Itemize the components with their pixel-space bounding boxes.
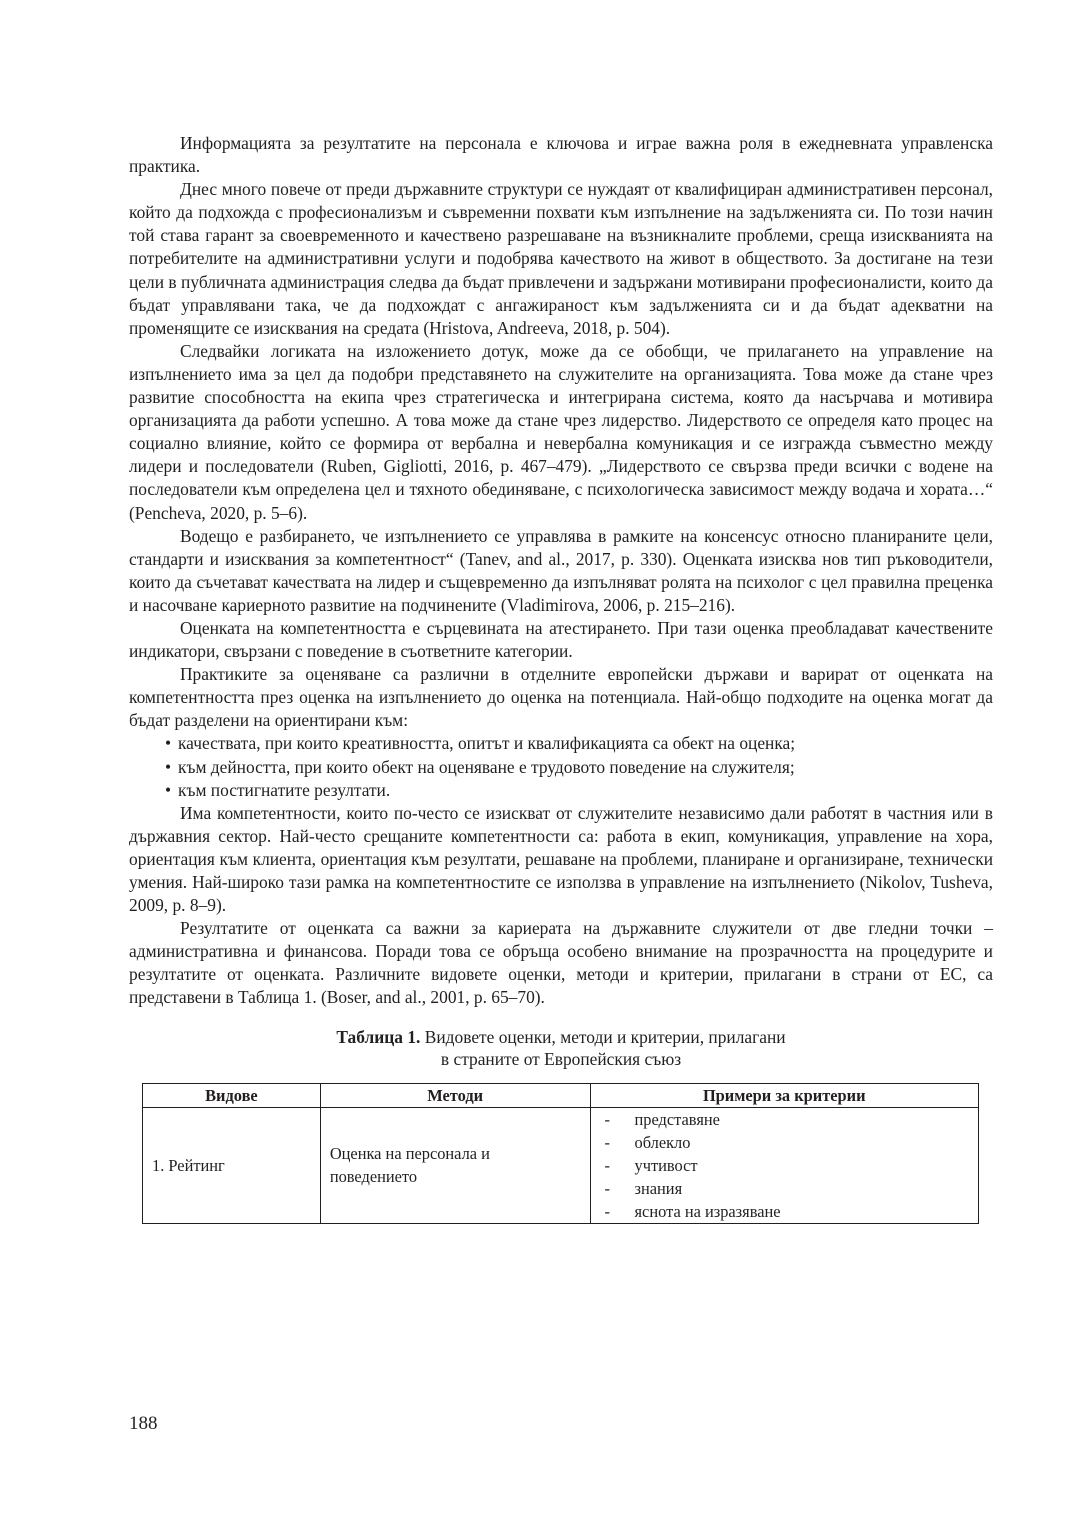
dash-icon: -	[604, 1155, 610, 1175]
paragraph-8: Резултатите от оценката са важни за кариерата на държавните служители от две гледни точки – административна и финансова. Поради това се обръща особено внимание на прозрачността на процедурите и резултатите от оценката. Различните видовете оценки, методи и критерии, прилагани в страни от ЕС, са представени в Таблица 1. (Boser, and al., 2001, p. 65–70).	[129, 918, 993, 1008]
bullet-icon: •	[165, 733, 172, 754]
cell-type: 1. Рейтинг	[143, 1107, 321, 1223]
document-page	[129, 132, 993, 1224]
criteria-item-text: знания	[634, 1178, 683, 1198]
bullet-icon: •	[165, 756, 172, 777]
dash-icon: -	[604, 1201, 610, 1221]
criteria-item	[605, 1154, 978, 1177]
list-item	[129, 779, 993, 802]
paragraph-5: Оценката на компетентността е сърцевината на атестирането. При тази оценка преобладават качествените индикатори, свързани с поведение в съответните категории.	[129, 617, 993, 662]
criteria-item	[605, 1177, 978, 1200]
list-item-text: към постигнатите резултати.	[178, 779, 391, 800]
criteria-item-text: облекло	[634, 1132, 691, 1152]
criteria-item	[605, 1200, 978, 1223]
list-item-text: към дейността, при които обект на оценяване е трудовото поведение на служителя;	[178, 756, 795, 777]
table-row	[143, 1107, 979, 1223]
paragraph-2: Днес много повече от преди държавните структури се нуждаят от квалифициран административен персонал, който да подхожда с професионализъм и съвременни похвати към изпълнение на задълженията си. По този начин той става гарант за своевременното и качествено разрешаване на възникналите проблеми, среща изискванията на потребителите на административни услуги и подобрява качеството на живот в обществото. За достигане на тези цели в публичната администрация следва да бъдат привлечени и задържани мотивирани професионалисти, които да бъдат управлявани така, че да подхождат с ангажираност към задълженията си и да бъдат адекватни на променящите се изисквания на средата (Hristova, Andreeva, 2018, p. 504).	[129, 179, 993, 338]
criteria-item	[605, 1108, 978, 1131]
criteria-item-text: яснота на изразяване	[634, 1201, 781, 1221]
dash-icon: -	[604, 1109, 610, 1129]
table-caption	[129, 1026, 993, 1070]
paragraph-4: Водещо е разбирането, че изпълнението се управлява в рамките на консенсус относно планираните цели, стандарти и изисквания за компетентност“ (Tanev, and al., 2017, p. 330). Оценката изисква нов тип ръководители, които да съчетават качествата на лидер и същевременно да изпълняват ролята на психолог с цел правилна преценка и насочване кариерното развитие на подчинените (Vladimirova, 2006, p. 215–216).	[129, 525, 993, 615]
criteria-table	[142, 1083, 979, 1224]
dash-icon: -	[604, 1132, 610, 1152]
cell-criteria	[590, 1107, 978, 1223]
cell-method: Оценка на персонала и поведението	[320, 1107, 590, 1223]
paragraph-6: Практиките за оценяване са различни в отделните европейски държави и варират от оценката на компетентността през оценка на изпълнението до оценка на потенциала. Най-общо подходите на оценка могат да бъдат разделени на ориентирани към:	[129, 664, 993, 731]
table-caption-line-1	[129, 1026, 993, 1048]
criteria-item	[605, 1131, 978, 1154]
criteria-item-text: учтивост	[634, 1155, 698, 1175]
list-item	[129, 756, 993, 779]
bullet-list	[129, 732, 993, 801]
bullet-icon: •	[165, 779, 172, 800]
table-caption-line-2: в страните от Европейския съюз	[440, 1048, 682, 1069]
table-caption-text: Видовете оценки, методи и критерии, прилагани	[424, 1026, 786, 1047]
paragraph-1: Информацията за резултатите на персонала е ключова и играе важна роля в ежедневната управленска практика.	[129, 133, 993, 177]
table-caption-label: Таблица 1.	[336, 1026, 421, 1047]
header-criteria: Примери за критерии	[590, 1083, 978, 1107]
paragraph-7: Има компетентности, които по-често се изискват от служителите независимо дали работят в частния или в държавния сектор. Най-често срещаните компетентности са: работа в екип, комуникация, управление на хора, ориентация към клиента, ориентация към резултати, решаване на проблеми, планиране и организиране, технически умения. Най-широко тази рамка на компетентностите се използва в управление на изпълнението (Nikolov, Tusheva, 2009, p. 8–9).	[129, 802, 993, 916]
criteria-item-text: представяне	[634, 1109, 720, 1129]
dash-icon: -	[604, 1178, 610, 1198]
header-types: Видове	[143, 1083, 321, 1107]
header-methods: Методи	[320, 1083, 590, 1107]
table-header-row	[143, 1083, 979, 1107]
list-item	[129, 732, 993, 755]
list-item-text: качествата, при които креативността, опитът и квалификацията са обект на оценка;	[178, 733, 796, 754]
paragraph-3: Следвайки логиката на изложението дотук, може да се обобщи, че прилагането на управление на изпълнението има за цел да подобри представянето на служителите на организацията. Това може да стане чрез развитие способността на екипа чрез стратегическа и интегрирана система, която да насърчава и мотивира организацията да работи успешно. А това може да стане чрез лидерство. Лидерството се определя като процес на социално влияние, който се формира от вербална и невербална комуникация и се изгражда съвместно между лидери и последователи (Ruben, Gigliotti, 2016, p. 467–479). „Лидерството се свързва преди всички с водене на последователи към определена цел и тяхното обединяване, с психологическа зависимост между водача и хората…“ (Pencheva, 2020, p. 5–6).	[129, 340, 993, 523]
page-number: 188	[129, 1413, 158, 1434]
